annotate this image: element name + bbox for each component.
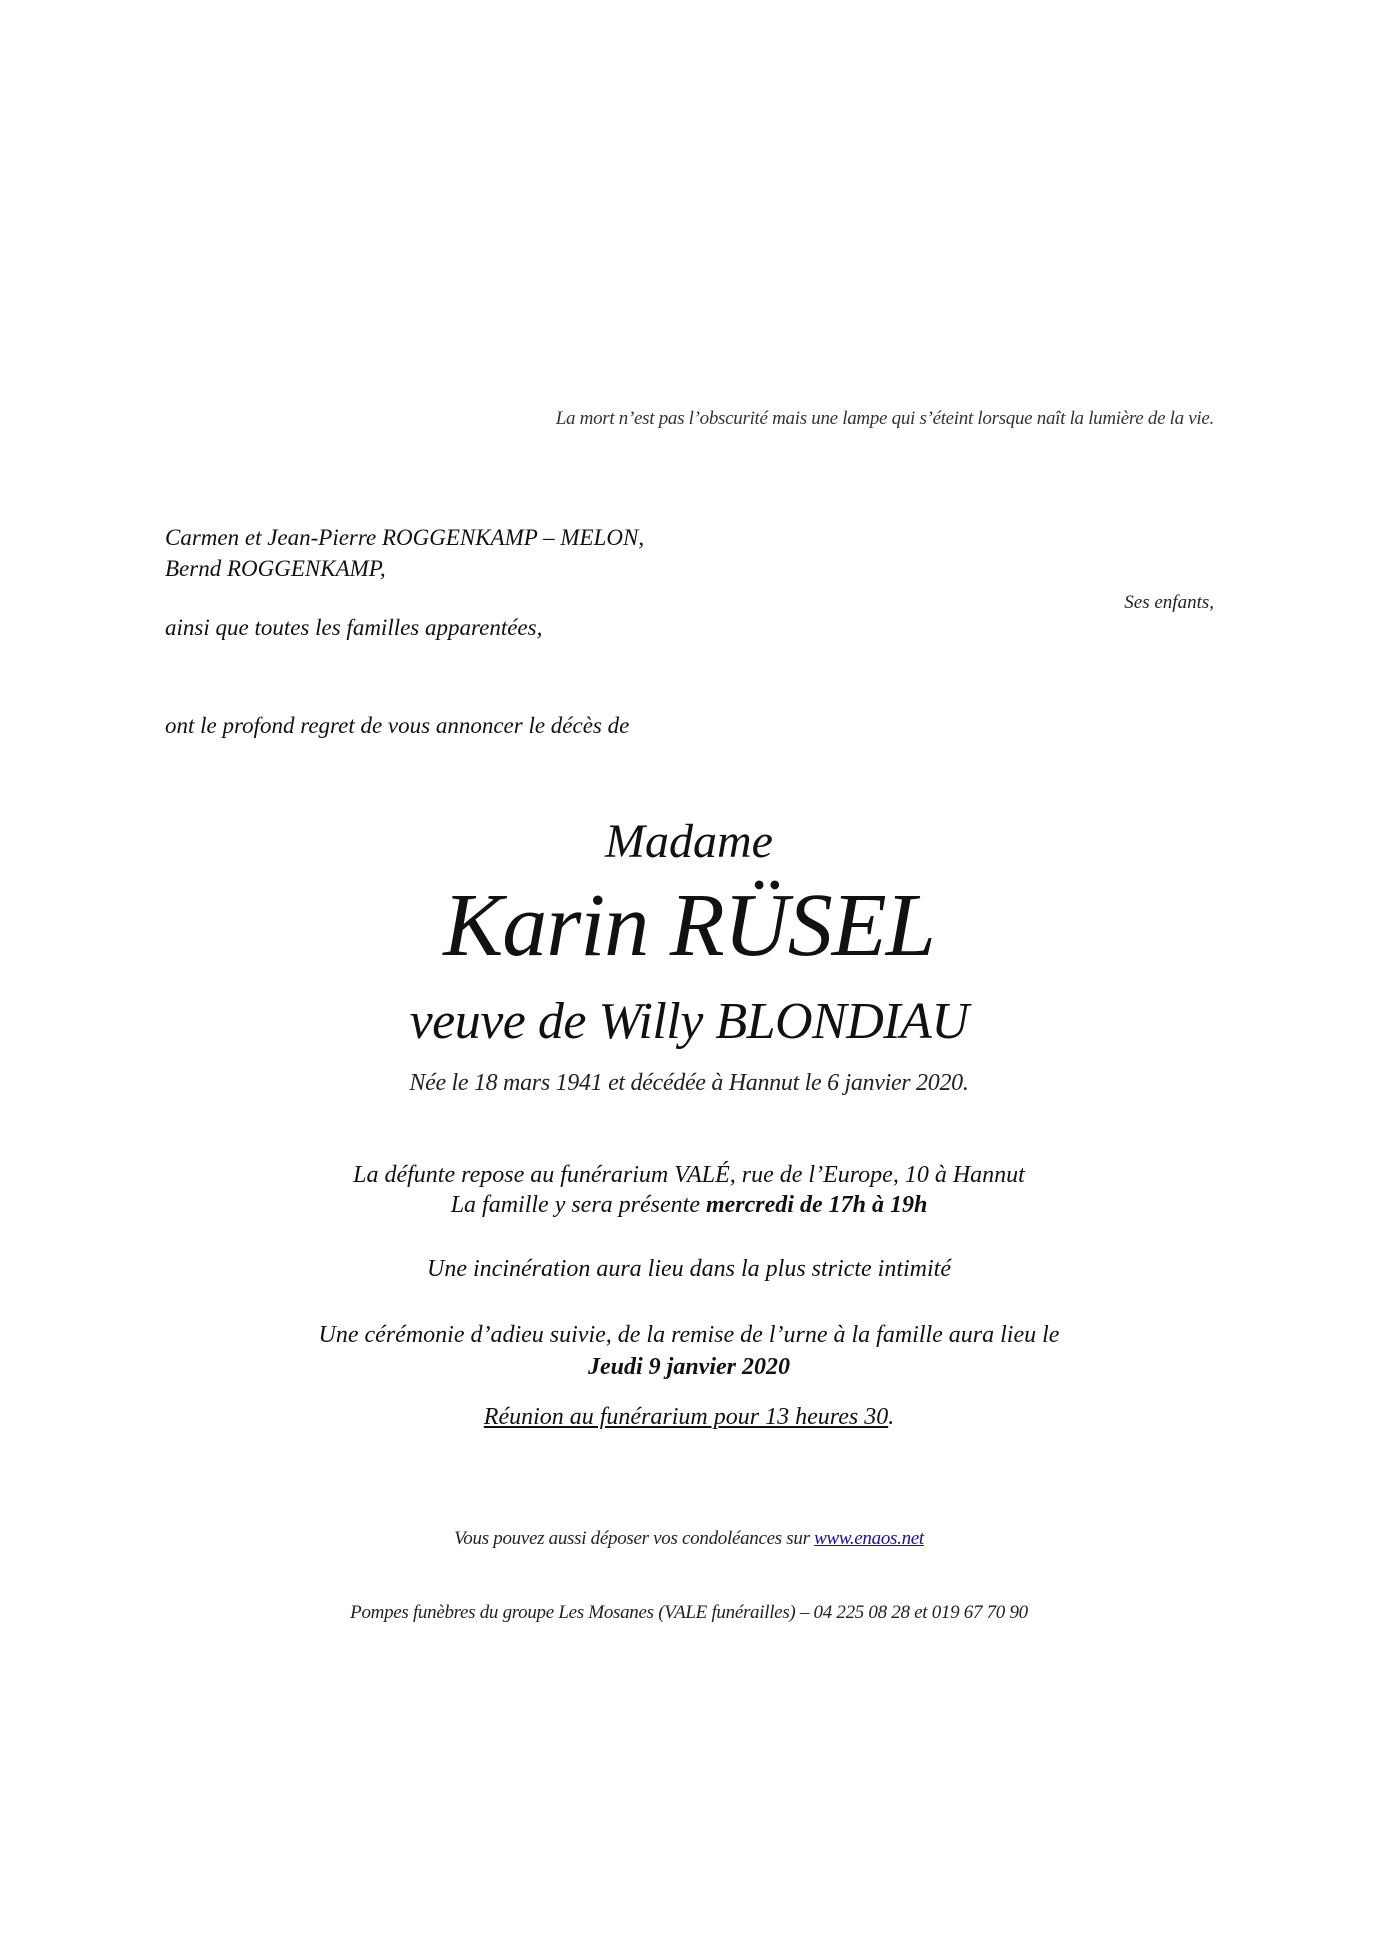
relation-label: Ses enfants, bbox=[1124, 592, 1214, 613]
presence-prefix: La famille y sera présente bbox=[450, 1192, 706, 1218]
birth-death-dates: Née le 18 mars 1941 et décédée à Hannut le 6 janvier 2020. bbox=[409, 1070, 969, 1096]
ceremony-line: Une cérémonie d’adieu suivie, de la remise de l’urne à la famille aura lieu le bbox=[318, 1322, 1060, 1348]
widow-line: veuve de Willy BLONDIAU bbox=[409, 993, 969, 1050]
funeral-home-footer: Pompes funèbres du groupe Les Mosanes (VALE funérailles) – 04 225 08 28 et 019 67 70 90 bbox=[350, 1602, 1028, 1623]
meeting-text: Réunion au funérarium pour 13 heures 30 bbox=[483, 1404, 889, 1430]
epigraph-quote: La mort n’est pas l’obscurité mais une lampe qui s’éteint lorsque naît la lumière de la vie. bbox=[555, 408, 1214, 429]
ceremony-date: Jeudi 9 janvier 2020 bbox=[588, 1354, 790, 1380]
deceased-name: Karin RÜSEL bbox=[443, 876, 935, 975]
meeting-suffix: . bbox=[888, 1404, 895, 1430]
cremation-line: Une incinération aura lieu dans la plus stricte intimité bbox=[427, 1256, 951, 1282]
family-line-1: Carmen et Jean-Pierre ROGGENKAMP – MELON, bbox=[165, 525, 645, 550]
meeting-line bbox=[0, 1404, 1378, 1431]
condolences-text: Vous pouvez aussi déposer vos condoléances sur bbox=[454, 1528, 815, 1549]
condolences-line bbox=[0, 1528, 1378, 1550]
family-line-2: Bernd ROGGENKAMP, bbox=[165, 556, 386, 581]
presence-time: mercredi de 17h à 19h bbox=[705, 1192, 928, 1218]
deceased-title: Madame bbox=[605, 815, 773, 868]
repose-line: La défunte repose au funérarium VALÉ, rue de l’Europe, 10 à Hannut bbox=[353, 1162, 1025, 1188]
announcement-line: ont le profond regret de vous annoncer le décès de bbox=[165, 713, 630, 738]
condolences-link[interactable]: www.enaos.net bbox=[814, 1528, 924, 1549]
presence-line bbox=[0, 1192, 1378, 1219]
family-line-3: ainsi que toutes les familles apparentées, bbox=[165, 615, 543, 640]
